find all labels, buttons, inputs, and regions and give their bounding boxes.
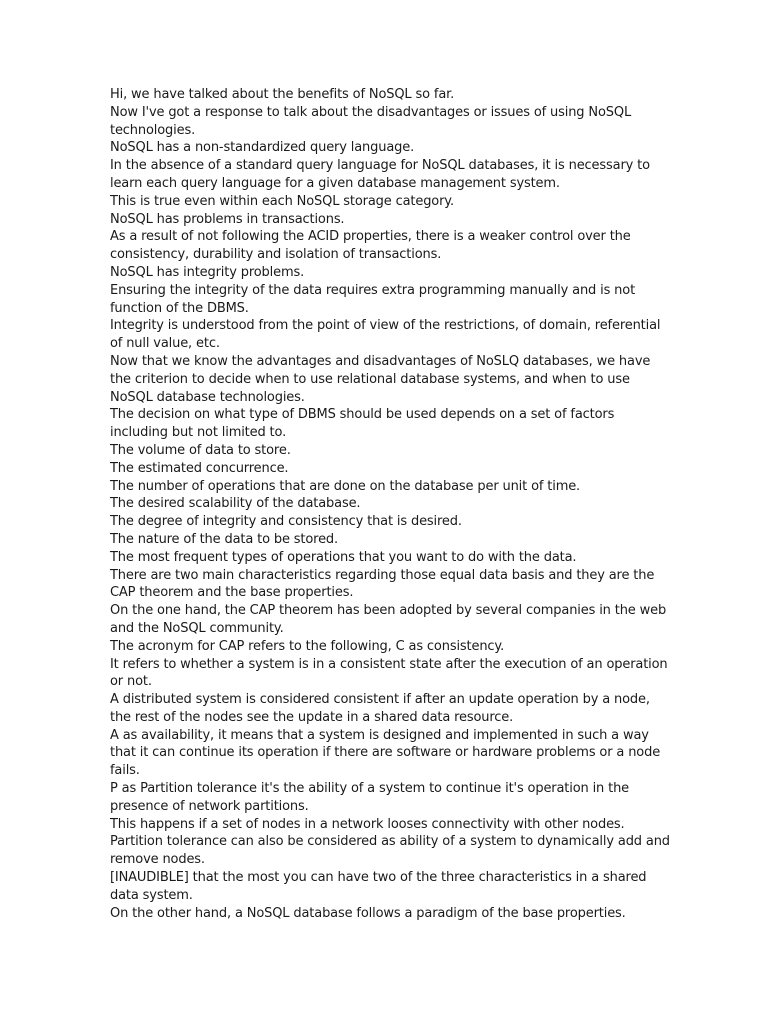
paragraph: Now I've got a response to talk about the disadvantages or issues of using NoSQL technologies. <box>110 104 632 138</box>
paragraph: The estimated concurrence. <box>110 460 289 476</box>
paragraph: This is true even within each NoSQL storage category. <box>110 193 454 209</box>
paragraph: The most frequent types of operations that you want to do with the data. <box>110 549 577 565</box>
paragraph: [INAUDIBLE] that the most you can have two of the three characteristics in a shared data system. <box>110 870 647 903</box>
paragraph: On the one hand, the CAP theorem has been adopted by several companies in the web and the NoSQL community. <box>110 603 667 636</box>
paragraph: The degree of integrity and consistency that is desired. <box>110 514 462 530</box>
paragraph: The number of operations that are done on the database per unit of time. <box>110 478 581 494</box>
paragraph: Ensuring the integrity of the data requires extra programming manually and is not function of the DBMS. <box>110 282 636 316</box>
paragraph: It refers to whether a system is in a consistent state after the execution of an operation or not. <box>110 656 668 690</box>
paragraph: Now that we know the advantages and disadvantages of NoSLQ databases, we have the criterion to decide when to use relational database systems, and when to use NoSQL database technologies. <box>110 353 651 405</box>
paragraph: The volume of data to store. <box>110 442 291 458</box>
paragraph: The nature of the data to be stored. <box>110 531 339 547</box>
paragraph: NoSQL has integrity problems. <box>110 264 305 280</box>
paragraph: This happens if a set of nodes in a network looses connectivity with other nodes. <box>110 816 625 832</box>
paragraph: The decision on what type of DBMS should be used depends on a set of factors including but not limited to. <box>110 407 615 441</box>
paragraph: Partition tolerance can also be considered as ability of a system to dynamically add and remove nodes. <box>110 834 670 868</box>
paragraph: NoSQL has a non-standardized query language. <box>110 140 415 156</box>
paragraph: As a result of not following the ACID properties, there is a weaker control over the consistency, durability and isolation of transactions. <box>110 229 631 263</box>
paragraph: A distributed system is considered consistent if after an update operation by a node, the rest of the nodes see the update in a shared data resource. <box>110 692 650 725</box>
transcript-body <box>110 86 670 922</box>
paragraph: A as availability, it means that a system is designed and implemented in such a way that it can continue its operation if there are software or hardware problems or a node fails. <box>110 727 661 779</box>
paragraph: The desired scalability of the database. <box>110 496 361 512</box>
paragraph: Integrity is understood from the point of view of the restrictions, of domain, referential of null value, etc. <box>110 318 661 352</box>
paragraph: In the absence of a standard query language for NoSQL databases, it is necessary to learn each query language for a given database management system. <box>110 158 650 191</box>
paragraph: Hi, we have talked about the benefits of NoSQL so far. <box>110 87 455 102</box>
paragraph: NoSQL has problems in transactions. <box>110 211 345 227</box>
paragraph: On the other hand, a NoSQL database follows a paradigm of the base properties. <box>110 905 626 921</box>
paragraph: The acronym for CAP refers to the following, C as consistency. <box>110 638 505 654</box>
paragraph: P as Partition tolerance it's the ability of a system to continue it's operation in the presence of network partitions. <box>110 781 630 814</box>
paragraph: There are two main characteristics regarding those equal data basis and they are the CAP theorem and the base properties. <box>110 567 655 601</box>
